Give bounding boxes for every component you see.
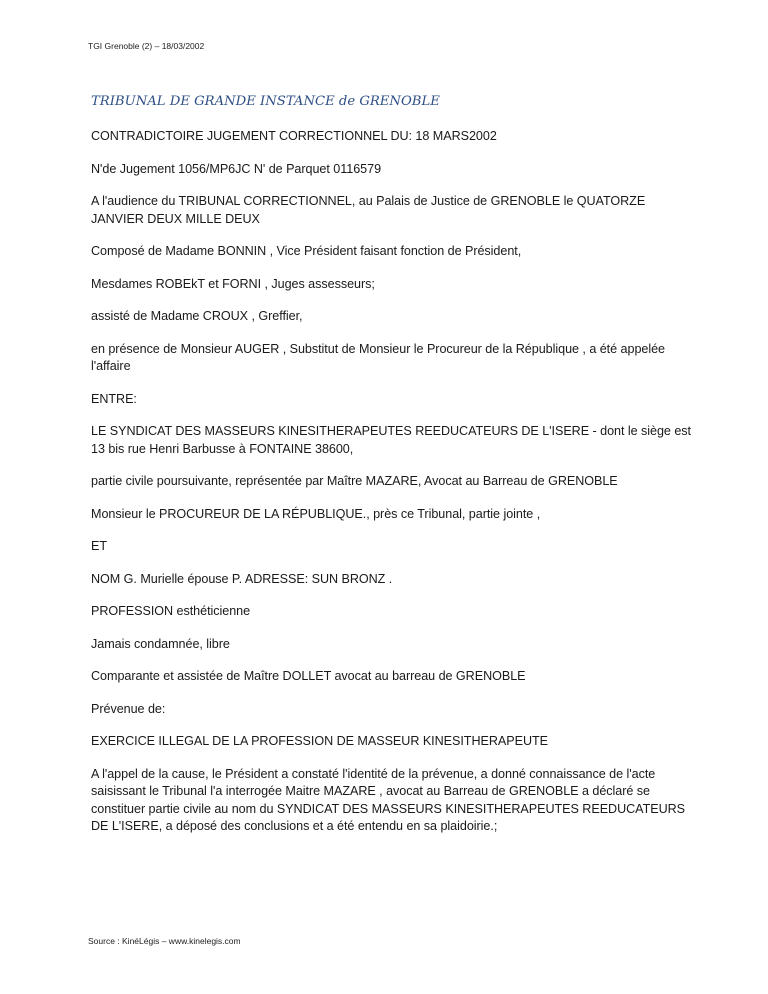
prosecutor-line: Monsieur le PROCUREUR DE LA RÉPUBLIQUE., près ce Tribunal, partie jointe , — [91, 506, 541, 521]
counsel-line: Comparante et assistée de Maître DOLLET avocat au barreau de GRENOBLE — [91, 669, 526, 683]
profession-line: PROFESSION esthéticienne — [91, 604, 251, 618]
source-footer: Source : KinéLégis – www.kinelegis.com — [88, 936, 241, 946]
running-header: TGI Grenoble (2) – 18/03/2002 — [88, 41, 205, 51]
charged-with-label: Prévenue de: — [91, 701, 166, 716]
composition-line: Composé de Madame BONNIN , Vice Président faisant fonction de Président, — [91, 244, 522, 258]
proceedings-paragraph: A l'appel de la cause, le Président a constaté l'identité de la prévenue, a donné connaissance de l'acte saisissant le Tribunal l'a interrogée Maitre MAZARE , avocat au Barreau de GRENOBLE a déclaré se constituer partie civile au nom du SYNDICAT DES MASSEURS KINESITHERAPEUTES REEDUCATEURS DE L'ISERE, a déposé des conclusions et a été entendu en sa plaidoirie.; — [91, 766, 686, 833]
and-label: ET — [91, 539, 107, 553]
document-body — [91, 128, 691, 851]
defendant-name-line: NOM G. Murielle épouse P. ADRESSE: SUN BRONZ . — [91, 571, 393, 586]
record-line: Jamais condamnée, libre — [91, 636, 230, 651]
clerk-line: assisté de Madame CROUX , Greffier, — [91, 309, 303, 323]
civil-party-line: partie civile poursuivante, représentée par Maître MAZARE, Avocat au Barreau de GRENOBLE — [91, 474, 618, 488]
prosecutor-presence-paragraph: en présence de Monsieur AUGER , Substitut de Monsieur le Procureur de la République , a été appelée l'affaire — [91, 341, 666, 373]
offense-line: EXERCICE ILLEGAL DE LA PROFESSION DE MASSEUR KINESITHERAPEUTE — [91, 734, 548, 748]
judgment-type-line: CONTRADICTOIRE JUGEMENT CORRECTIONNEL DU: 18 MARS2002 — [91, 129, 497, 143]
judgment-number-line: N'de Jugement 1056/MP6JC N' de Parquet 0116579 — [91, 161, 382, 176]
syndicate-paragraph: LE SYNDICAT DES MASSEURS KINESITHERAPEUTES REEDUCATEURS DE L'ISERE - dont le siège est 13 bis rue Henri Barbusse à FONTAINE 38600, — [91, 424, 691, 456]
court-title: TRIBUNAL DE GRANDE INSTANCE de GRENOBLE — [91, 94, 440, 109]
between-label: ENTRE: — [91, 391, 137, 406]
assessors-line: Mesdames ROBEkT et FORNI , Juges assesseurs; — [91, 276, 375, 291]
hearing-paragraph: A l'audience du TRIBUNAL CORRECTIONNEL, au Palais de Justice de GRENOBLE le QUATORZE JANVIER DEUX MILLE DEUX — [91, 194, 646, 226]
